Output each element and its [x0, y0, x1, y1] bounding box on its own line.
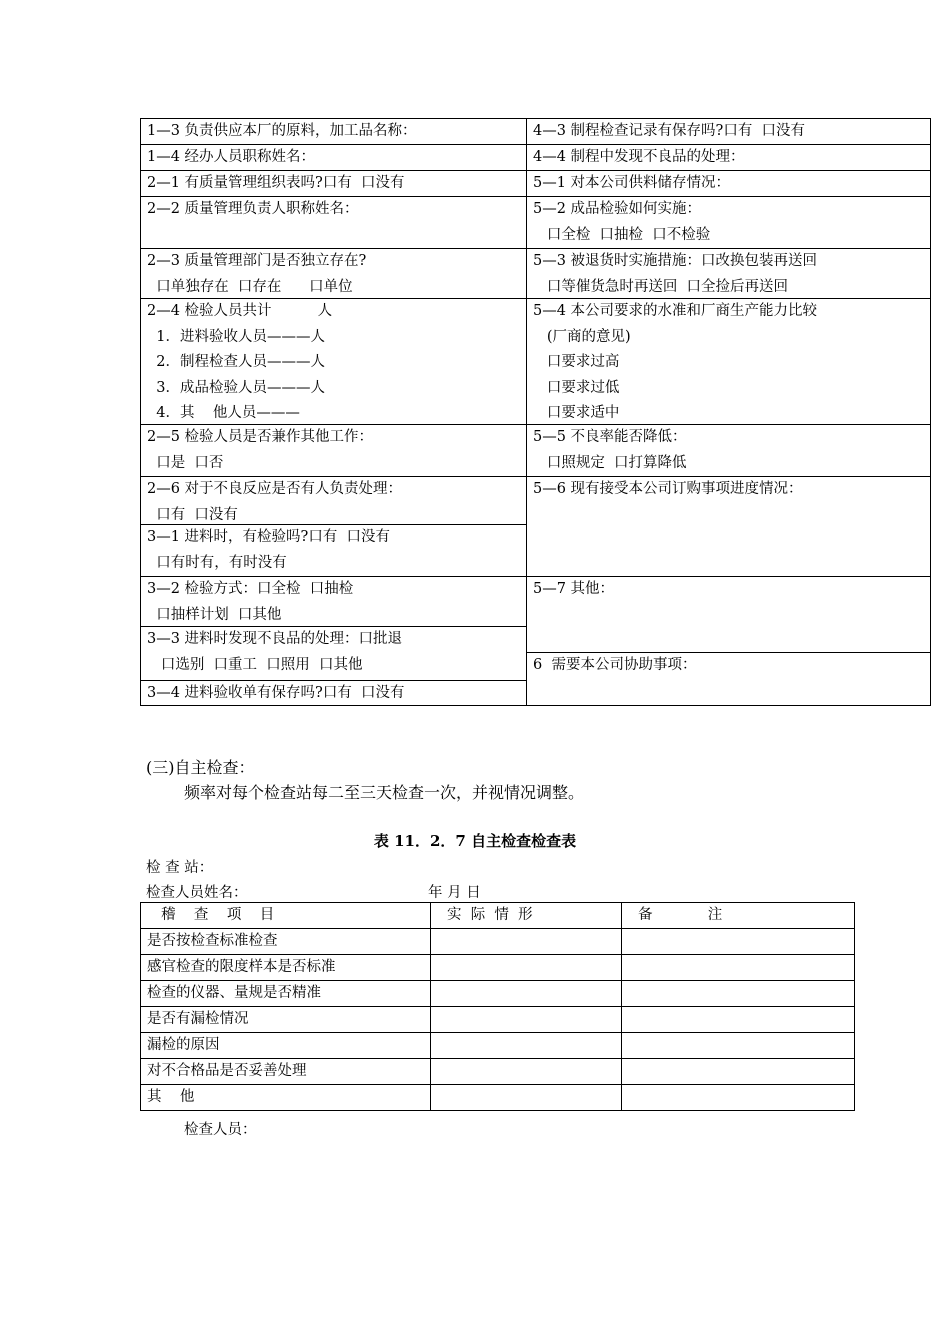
self-check-table [140, 902, 855, 1111]
survey-cell-right-5-7 [526, 576, 931, 653]
table-row [141, 1059, 855, 1085]
survey-cell-line: 口全检 口抽检 口不检验 [533, 226, 711, 243]
check-item-cell: 漏检的原因 [141, 1033, 431, 1059]
column-header: 备 注 [622, 903, 855, 929]
actual-situation-cell[interactable] [431, 1007, 622, 1033]
survey-cell-line: 口有 口没有 [147, 506, 238, 523]
survey-cell-line: 3．成品检验人员———人 [147, 379, 325, 396]
survey-cell-line: 2—6 对于不良反应是否有人负责处理： [147, 481, 403, 497]
survey-cell-line: 2．制程检查人员———人 [147, 354, 325, 370]
check-item-cell: 是否按检查标准检查 [141, 929, 431, 955]
survey-cell-line: 3—1 进料时，有检验吗?口有 口没有 [147, 529, 391, 545]
table-row [141, 1085, 855, 1111]
remark-cell[interactable] [622, 929, 855, 955]
survey-cell-line: 2—2 质量管理负责人职称姓名： [147, 201, 359, 217]
actual-situation-cell[interactable] [431, 955, 622, 981]
survey-cell-right-5-4 [526, 298, 931, 425]
survey-cell-line: 口有时有，有时没有 [147, 554, 287, 571]
actual-situation-cell[interactable] [431, 1059, 622, 1085]
survey-cell-line: 5—5 不良率能否降低： [533, 429, 687, 445]
survey-cell-left-1-3 [140, 118, 527, 145]
survey-cell-left-2-2 [140, 196, 527, 249]
survey-cell-line: 口选别 口重工 口照用 口其他 [147, 656, 363, 673]
survey-cell-right-4-3 [526, 118, 931, 145]
survey-cell-right-4-4 [526, 144, 931, 171]
table-caption: 表 11．2．7 自主检查检查表 [373, 832, 577, 850]
survey-cell-line: 5—3 被退货时实施措施：口改换包装再送回 [533, 253, 818, 269]
table-row [141, 929, 855, 955]
table-row [141, 1033, 855, 1059]
survey-cell-left-3-3 [140, 626, 527, 681]
remark-cell[interactable] [622, 1007, 855, 1033]
actual-situation-cell[interactable] [431, 1033, 622, 1059]
survey-cell-left-2-6 [140, 476, 527, 525]
section-heading: (三)自主检查： [146, 758, 255, 777]
remark-cell[interactable] [622, 1085, 855, 1111]
survey-cell-left-3-1 [140, 524, 527, 577]
survey-cell-line: 2—1 有质量管理组织表吗?口有 口没有 [147, 175, 405, 191]
table-row [141, 1007, 855, 1033]
survey-cell-left-2-3 [140, 248, 527, 299]
station-label: 检 查 站： [146, 860, 214, 876]
survey-cell-line: 口是 口否 [147, 454, 224, 471]
survey-cell-line: 5—6 现有接受本公司订购事项进度情况： [533, 481, 803, 497]
survey-cell-left-1-4 [140, 144, 527, 171]
survey-cell-line: 3—3 进料时发现不良品的处理：口批退 [147, 631, 403, 647]
remark-cell[interactable] [622, 1059, 855, 1085]
survey-cell-right-5-1 [526, 170, 931, 197]
survey-cell-left-2-4 [140, 298, 527, 425]
survey-cell-right-5-2 [526, 196, 931, 249]
survey-cell-left-2-5 [140, 424, 527, 477]
actual-situation-cell[interactable] [431, 1085, 622, 1111]
check-item-cell: 感官检查的限度样本是否标准 [141, 955, 431, 981]
check-item-cell: 是否有漏检情况 [141, 1007, 431, 1033]
survey-cell-line: 2—5 检验人员是否兼作其他工作： [147, 429, 374, 445]
survey-cell-line: 1—4 经办人员职称姓名： [147, 149, 316, 165]
survey-cell-line: 口照规定 口打算降低 [533, 454, 687, 471]
inspector-footer-label: 检查人员： [184, 1122, 257, 1138]
survey-cell-right-5-3 [526, 248, 931, 299]
table-header-row [141, 903, 855, 929]
survey-cell-line: 2—4 检验人员共计 人 [147, 303, 333, 319]
survey-cell-right-5-6 [526, 476, 931, 577]
survey-cell-right-6 [526, 652, 931, 706]
actual-situation-cell[interactable] [431, 981, 622, 1007]
survey-cell-line: 4—4 制程中发现不良品的处理： [533, 149, 745, 165]
survey-cell-line: 5—2 成品检验如何实施： [533, 201, 702, 217]
survey-cell-line: 口等催货急时再送回 口全捡后再送回 [533, 278, 789, 295]
survey-cell-line: 2—3 质量管理部门是否独立存在? [147, 253, 367, 269]
column-header: 实 际 情 形 [431, 903, 622, 929]
survey-cell-line: 4—3 制程检查记录有保存吗?口有 口没有 [533, 123, 806, 139]
survey-cell-line: 4．其 他人员——— [147, 405, 300, 421]
section-paragraph: 频率对每个检查站每二至三天检查一次，并视情况调整。 [184, 783, 585, 802]
survey-cell-line: 口抽样计划 口其他 [147, 606, 282, 623]
survey-cell-line: 5—4 本公司要求的水准和厂商生产能力比较 [533, 303, 818, 319]
survey-cell-line: 6 需要本公司协助事项： [533, 657, 697, 673]
survey-cell-line: 口单独存在 口存在 口单位 [147, 278, 353, 295]
survey-cell-line: 3—4 进料验收单有保存吗?口有 口没有 [147, 685, 405, 701]
survey-cell-line: 口要求过高 [533, 354, 620, 370]
survey-cell-left-3-4 [140, 680, 527, 706]
survey-cell-left-2-1 [140, 170, 527, 197]
survey-cell-line: 口要求过低 [533, 379, 620, 396]
table-row [141, 955, 855, 981]
survey-cell-right-5-5 [526, 424, 931, 477]
table-row [141, 981, 855, 1007]
survey-cell-line: 口要求适中 [533, 405, 620, 421]
remark-cell[interactable] [622, 1033, 855, 1059]
remark-cell[interactable] [622, 955, 855, 981]
survey-cell-line: 5—1 对本公司供料储存情况： [533, 175, 731, 191]
date-label: 年 月 日 [428, 885, 481, 901]
check-item-cell: 对不合格品是否妥善处理 [141, 1059, 431, 1085]
survey-cell-left-3-2 [140, 576, 527, 627]
survey-cell-line: 3—2 检验方式：口全检 口抽检 [147, 581, 354, 597]
survey-cell-line: (厂商的意见) [533, 328, 631, 345]
survey-cell-line: 5—7 其他： [533, 581, 615, 597]
survey-cell-line: 1—3 负责供应本厂的原料，加工品名称： [147, 123, 417, 139]
remark-cell[interactable] [622, 981, 855, 1007]
inspector-name-label: 检查人员姓名： [146, 885, 248, 901]
check-item-cell: 其 他 [141, 1085, 431, 1111]
actual-situation-cell[interactable] [431, 929, 622, 955]
check-item-cell: 检查的仪器、量规是否精准 [141, 981, 431, 1007]
column-header: 稽 查 项 目 [141, 903, 431, 929]
survey-cell-line: 1．进料验收人员———人 [147, 328, 325, 345]
